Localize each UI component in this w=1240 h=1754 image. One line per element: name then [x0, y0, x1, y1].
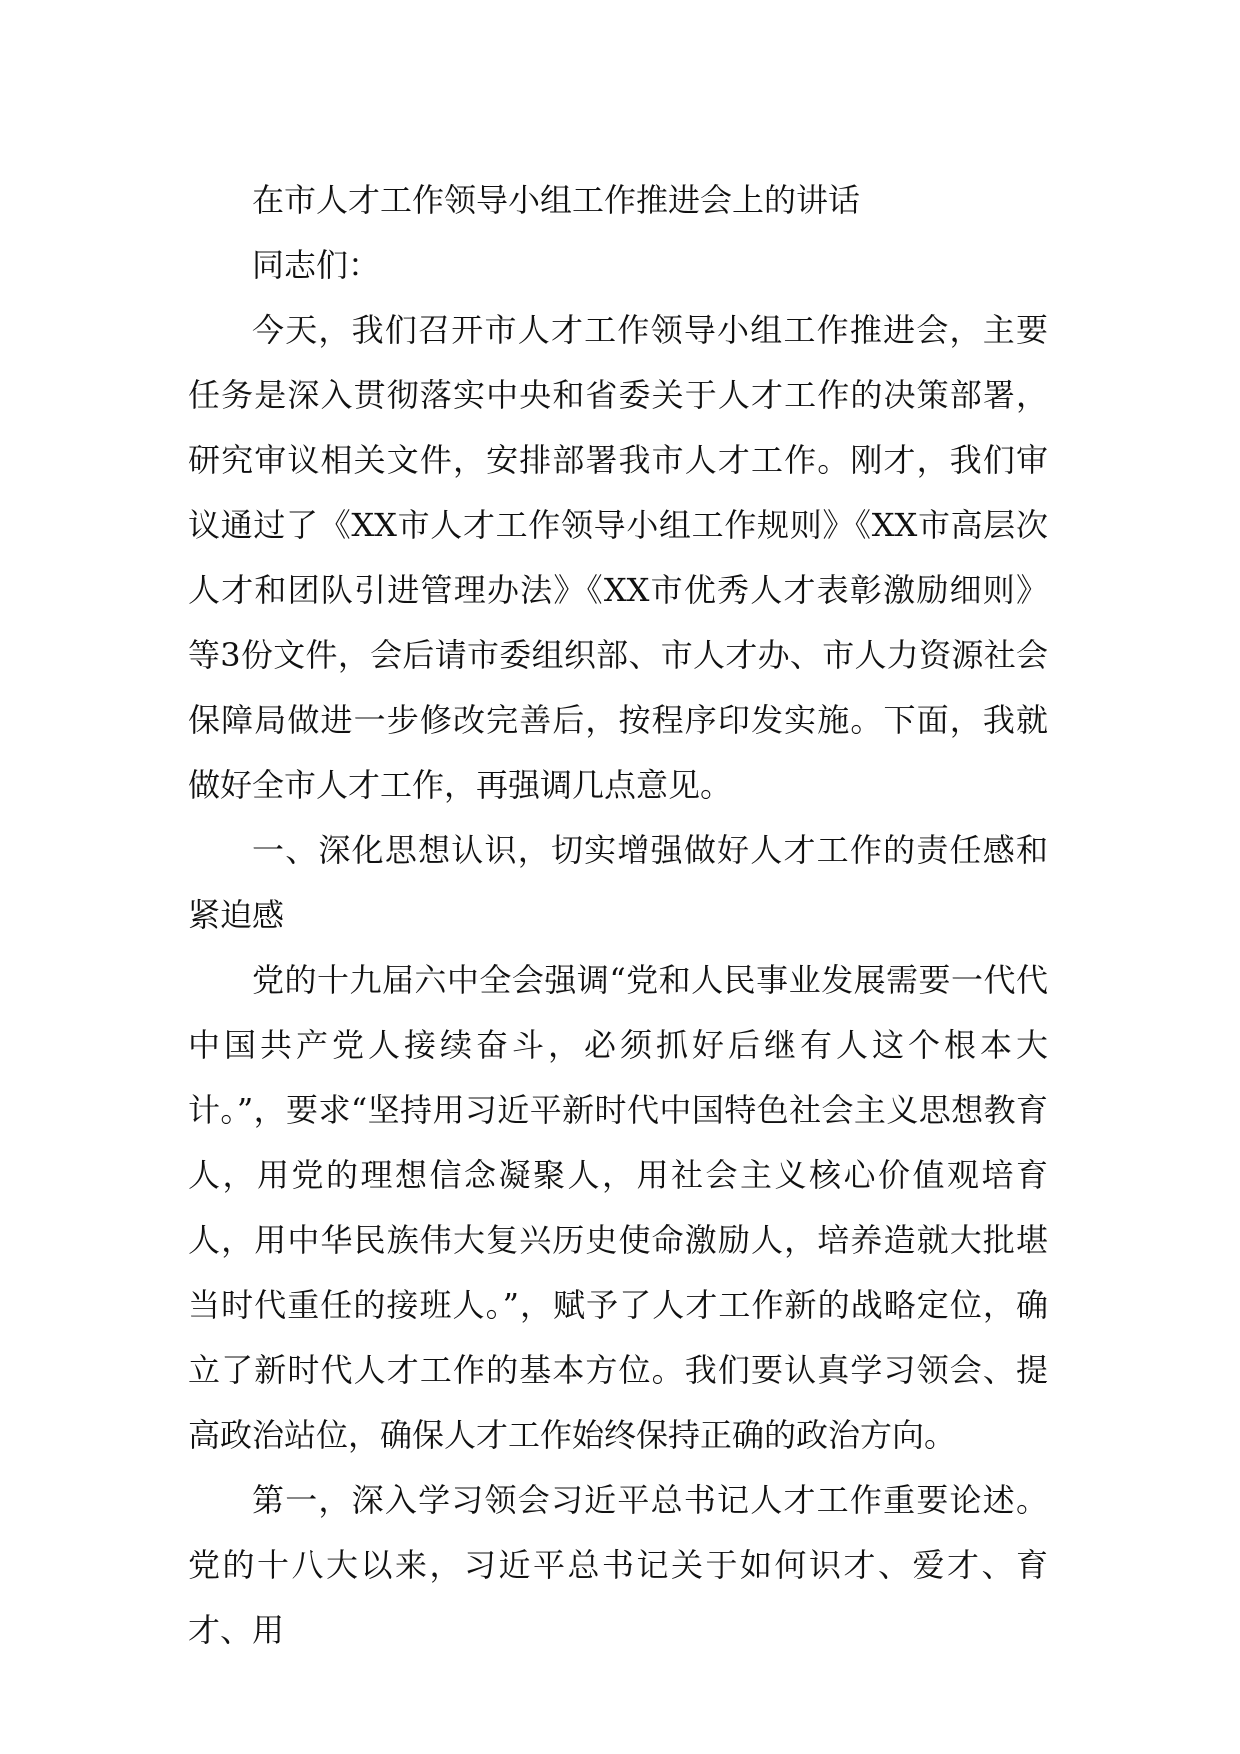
body-paragraph-intro: 今天，我们召开市人才工作领导小组工作推进会，主要任务是深入贯彻落实中央和省委关于人才工作的决策部署，研究审议相关文件，安排部署我市人才工作。刚才，我们审议通过了《XX市人才工作领导小组工作规则》《XX市高层次人才和团队引进管理办法》《XX市优秀人才表彰激励细则》等3份文件，会后请市委组织部、市人才办、市人力资源社会保障局做进一步修改完善后，按程序印发实施。下面，我就做好全市人才工作，再强调几点意见。	[188, 311, 1048, 804]
document-title: 在市人才工作领导小组工作推进会上的讲话	[252, 181, 861, 219]
body-paragraph-first-point: 第一，深入学习领会习近平总书记人才工作重要论述。党的十八大以来，习近平总书记关于如何识才、爱才、育才、用	[188, 1481, 1048, 1649]
salutation: 同志们：	[252, 246, 381, 284]
section-heading-one: 一、深化思想认识，切实增强做好人才工作的责任感和紧迫感	[188, 831, 1048, 934]
document-body	[188, 168, 1048, 1663]
body-paragraph-plenary: 党的十九届六中全会强调“党和人民事业发展需要一代代中国共产党人接续奋斗，必须抓好后继有人这个根本大计。”，要求“坚持用习近平新时代中国特色社会主义思想教育人，用党的理想信念凝聚人，用社会主义核心价值观培育人，用中华民族伟大复兴历史使命激励人，培养造就大批堪当时代重任的接班人。”，赋予了人才工作新的战略定位，确立了新时代人才工作的基本方位。我们要认真学习领会、提高政治站位，确保人才工作始终保持正确的政治方向。	[188, 961, 1048, 1454]
